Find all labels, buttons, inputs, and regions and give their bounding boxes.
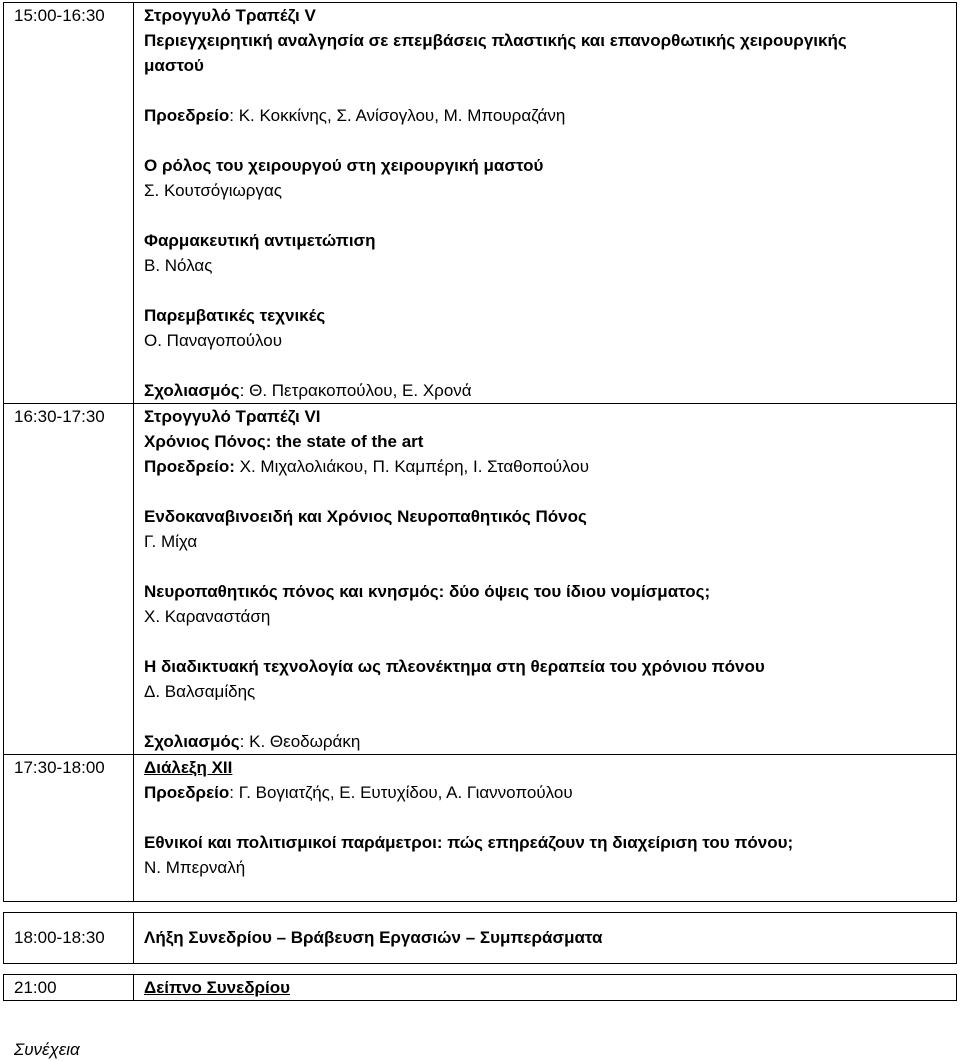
closing-time-cell xyxy=(4,913,134,964)
session-time-cell xyxy=(4,404,134,755)
session-time: 17:30-18:00 xyxy=(14,758,105,777)
dinner-content-cell xyxy=(134,975,957,1001)
talk-speaker: Χ. Καραναστάση xyxy=(144,607,271,626)
talk-title: Ο ρόλος του χειρουργού στη χειρουργική μαστού xyxy=(144,156,544,175)
comment-label: Σχολιασμός xyxy=(144,381,240,400)
comment-names: : Θ. Πετρακοπούλου, Ε. Χρονά xyxy=(239,381,472,400)
session-content-cell xyxy=(134,755,957,902)
talk-title: Ενδοκαναβινοειδή και Χρόνιος Νευροπαθητικός Πόνος xyxy=(144,507,587,526)
comment-label: Σχολιασμός xyxy=(144,732,240,751)
talk-speaker: Σ. Κουτσόγιωργας xyxy=(144,181,283,200)
comment-line xyxy=(144,729,956,754)
talk-speaker: Δ. Βαλσαμίδης xyxy=(144,682,256,701)
dinner-row xyxy=(4,975,957,1001)
session-time-cell xyxy=(4,755,134,902)
session-subtitle: Περιεγχειρητική αναλγησία σε επεμβάσεις πλαστικής και επανορθωτικής χειρουργικής xyxy=(144,31,847,50)
closing-content-cell xyxy=(134,913,957,964)
session-time: 16:30-17:30 xyxy=(14,407,105,426)
talk-speaker: Γ. Μίχα xyxy=(144,532,198,551)
chairs-label: Προεδρείο: xyxy=(144,457,235,476)
chairs-label: Προεδρείο xyxy=(144,106,230,125)
talk-title: Φαρμακευτική αντιμετώπιση xyxy=(144,231,376,250)
comment-names: : Κ. Θεοδωράκη xyxy=(239,732,361,751)
session-row-round-table-v xyxy=(4,3,957,404)
session-title: Στρογγυλό Τραπέζι VI xyxy=(144,407,321,426)
chairs-names: Χ. Μιχαλολιάκου, Π. Καμπέρη, Ι. Σταθοπούλου xyxy=(234,457,590,476)
talk-title: Εθνικοί και πολιτισμικοί παράμετροι: πώς επηρεάζουν τη διαχείριση του πόνου; xyxy=(144,833,794,852)
chairs-line xyxy=(144,780,956,805)
closing-time: 18:00-18:30 xyxy=(14,928,105,947)
dinner-time-cell xyxy=(4,975,134,1001)
chairs-line xyxy=(144,454,956,479)
session-subtitle-cont: μαστού xyxy=(144,56,204,75)
talk-speaker: Ο. Παναγοπούλου xyxy=(144,331,283,350)
session-content-cell xyxy=(134,3,957,404)
talk-title: Παρεμβατικές τεχνικές xyxy=(144,306,326,325)
talk-title: Η διαδικτυακή τεχνολογία ως πλεονέκτημα στη θεραπεία του χρόνιου πόνου xyxy=(144,657,765,676)
talk-title: Νευροπαθητικός πόνος και κνησμός: δύο όψεις του ίδιου νομίσματος; xyxy=(144,582,711,601)
chairs-names: : Κ. Κοκκίνης, Σ. Ανίσογλου, Μ. Μπουραζάνη xyxy=(229,106,566,125)
session-time: 15:00-16:30 xyxy=(14,6,105,25)
continued-note: Συνέχεια xyxy=(14,1040,80,1059)
chairs-names: : Γ. Βογιατζής, Ε. Ευτυχίδου, Α. Γιαννοπούλου xyxy=(229,783,573,802)
session-row-round-table-vi xyxy=(4,404,957,755)
talk-speaker: Ν. Μπερναλή xyxy=(144,858,246,877)
closing-title: Λήξη Συνεδρίου – Βράβευση Εργασιών – Συμπεράσματα xyxy=(144,928,603,947)
closing-row xyxy=(4,913,957,964)
chairs-label: Προεδρείο xyxy=(144,783,230,802)
comment-line xyxy=(144,378,956,403)
session-title: Διάλεξη XII xyxy=(144,758,233,777)
session-row-lecture-xii xyxy=(4,755,957,902)
dinner-time: 21:00 xyxy=(14,978,57,997)
program-table xyxy=(3,2,957,1001)
chairs-line xyxy=(144,103,956,128)
session-title: Στρογγυλό Τραπέζι V xyxy=(144,6,316,25)
session-subtitle: Χρόνιος Πόνος: the state of the art xyxy=(144,432,424,451)
dinner-title: Δείπνο Συνεδρίου xyxy=(144,978,291,997)
talk-speaker: Β. Νόλας xyxy=(144,256,213,275)
session-content-cell xyxy=(134,404,957,755)
session-time-cell xyxy=(4,3,134,404)
